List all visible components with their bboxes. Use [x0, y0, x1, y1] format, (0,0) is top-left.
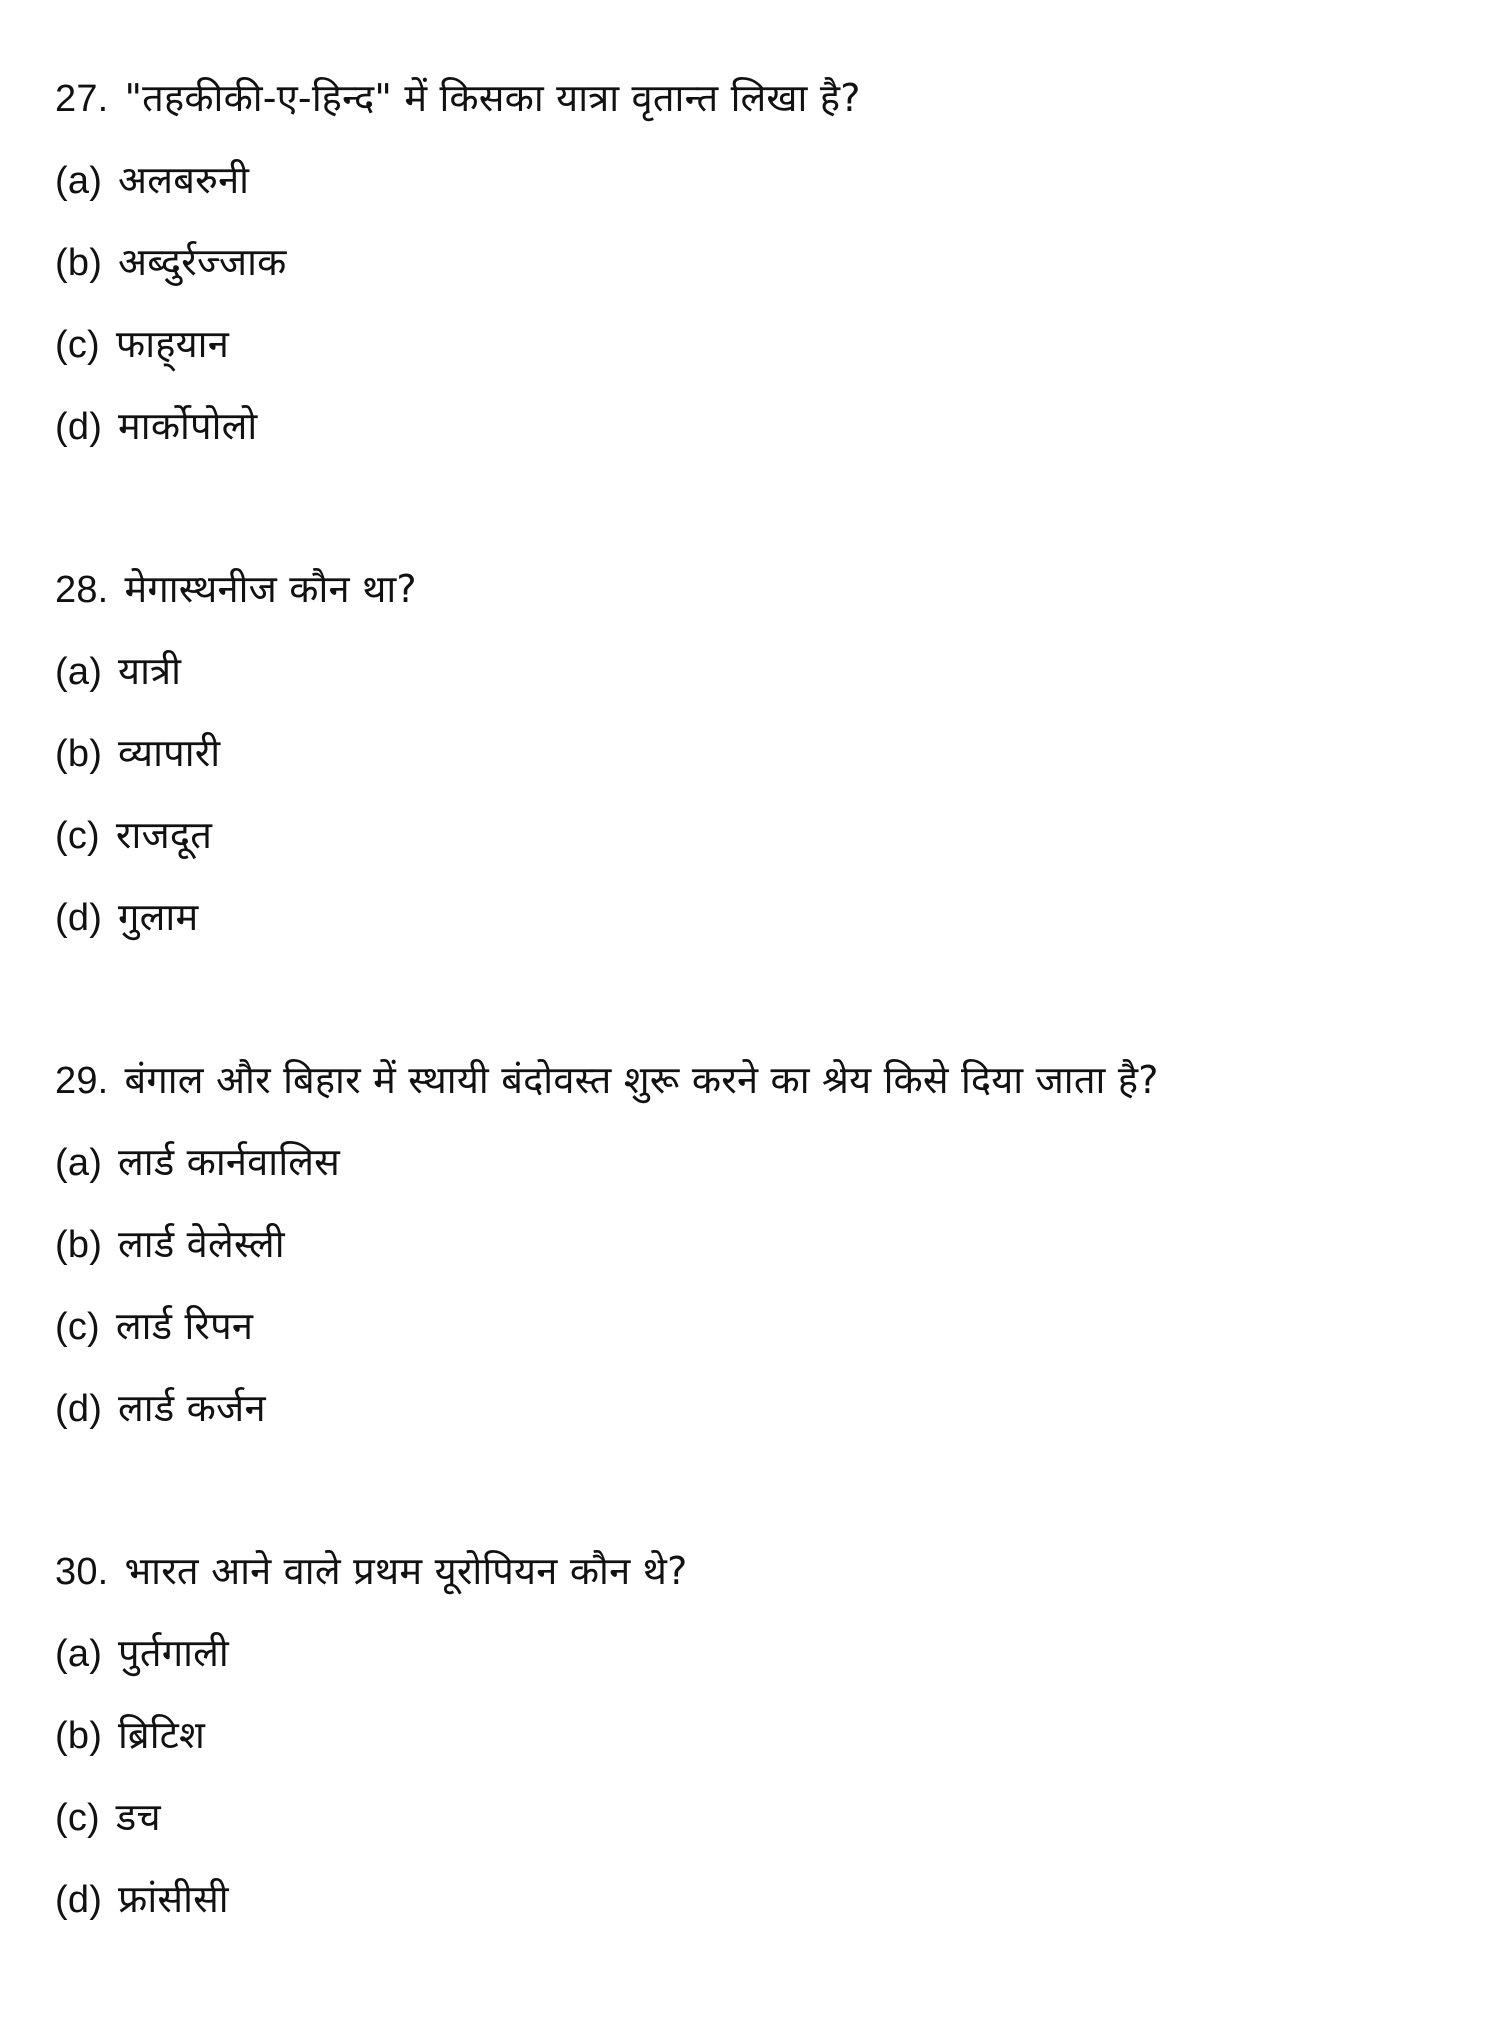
option-label: (b)	[55, 1715, 103, 1757]
option-text: यात्री	[118, 649, 182, 693]
option-text: लार्ड रिपन	[115, 1304, 254, 1348]
option-label: (a)	[55, 651, 103, 693]
option-label: (d)	[55, 1388, 103, 1430]
option-b	[55, 1216, 285, 1272]
question-line	[55, 70, 861, 126]
option-c	[55, 316, 229, 372]
option-a	[55, 643, 181, 699]
option-d	[55, 398, 257, 454]
question-text: "तहकीकी-ए-हिन्द" में किसका यात्रा वृतान्त लिखा है?	[124, 76, 861, 120]
option-d	[55, 1871, 229, 1927]
option-label: (b)	[55, 1224, 103, 1266]
option-c	[55, 1789, 161, 1845]
option-label: (c)	[55, 1306, 100, 1348]
option-label: (d)	[55, 897, 103, 939]
option-c	[55, 1298, 253, 1354]
option-a	[55, 1625, 229, 1681]
option-text: फ्रांसीसी	[118, 1877, 229, 1921]
option-label: (c)	[55, 815, 100, 857]
option-label: (a)	[55, 1633, 103, 1675]
option-text: मार्कोपोलो	[118, 404, 258, 448]
option-label: (d)	[55, 1879, 103, 1921]
question-text: मेगास्थनीज कौन था?	[124, 567, 417, 611]
question-number: 29.	[55, 1060, 109, 1102]
option-label: (c)	[55, 1797, 100, 1839]
option-text: डच	[115, 1795, 161, 1839]
option-text: अब्दुर्रज्जाक	[118, 240, 287, 284]
question-text: भारत आने वाले प्रथम यूरोपियन कौन थे?	[124, 1549, 688, 1593]
option-label: (d)	[55, 406, 103, 448]
option-text: लार्ड कार्नवालिस	[118, 1140, 341, 1184]
option-text: ब्रिटिश	[118, 1713, 206, 1757]
option-label: (a)	[55, 160, 103, 202]
option-text: लार्ड वेलेस्ली	[118, 1222, 285, 1266]
option-label: (a)	[55, 1142, 103, 1184]
option-b	[55, 234, 287, 290]
option-text: राजदूत	[115, 813, 213, 857]
option-label: (b)	[55, 242, 103, 284]
option-a	[55, 152, 249, 208]
question-number: 27.	[55, 78, 109, 120]
option-text: गुलाम	[118, 895, 199, 939]
option-c	[55, 807, 212, 863]
option-b	[55, 1707, 205, 1763]
option-text: लार्ड कर्जन	[118, 1386, 266, 1430]
option-a	[55, 1134, 340, 1190]
option-d	[55, 1380, 266, 1436]
question-line	[55, 561, 417, 617]
question-number: 30.	[55, 1551, 109, 1593]
question-number: 28.	[55, 569, 109, 611]
option-d	[55, 889, 198, 945]
option-label: (c)	[55, 324, 100, 366]
option-text: अलबरुनी	[118, 158, 250, 202]
option-text: फाह्‌यान	[115, 322, 230, 366]
option-label: (b)	[55, 733, 103, 775]
option-text: व्यापारी	[118, 731, 221, 775]
option-text: पुर्तगाली	[118, 1631, 229, 1675]
question-line	[55, 1052, 1159, 1108]
option-b	[55, 725, 220, 781]
question-line	[55, 1543, 688, 1599]
question-text: बंगाल और बिहार में स्थायी बंदोवस्त शुरू करने का श्रेय किसे दिया जाता है?	[124, 1058, 1159, 1102]
